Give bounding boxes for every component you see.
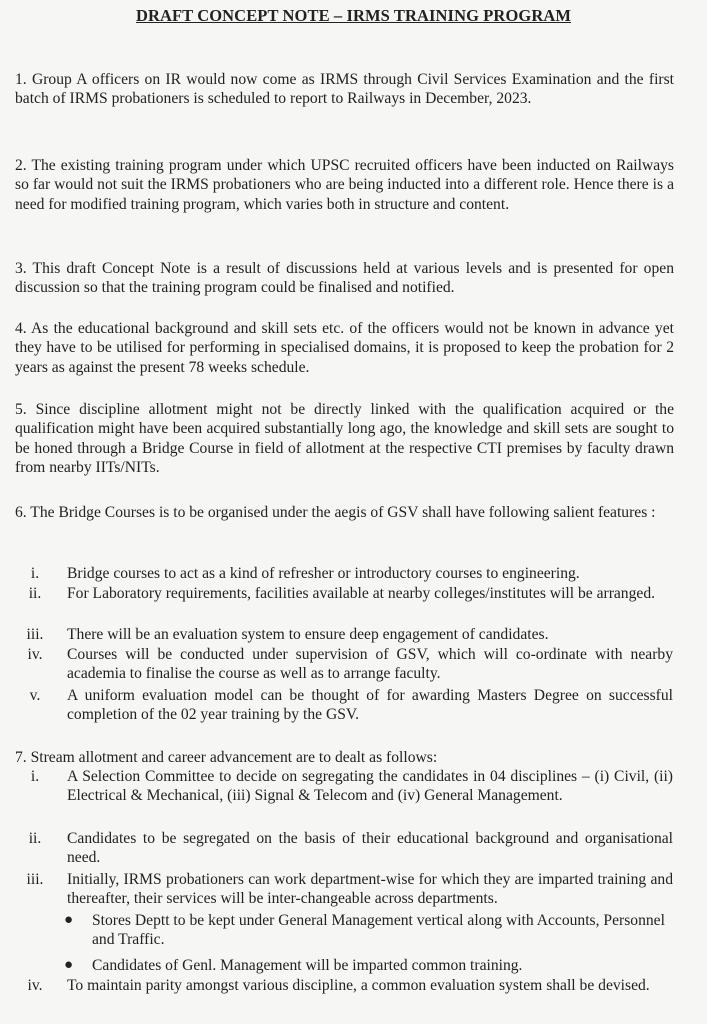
list-item-text: Bridge courses to act as a kind of refresher or introductory courses to engineering. (67, 565, 580, 582)
sub-bullet-text: Candidates of Genl. Management will be imparted common training. (92, 957, 523, 974)
bullet-icon: ● (64, 912, 74, 928)
list-item-text: A Selection Committee to decide on segregating the candidates in 04 disciplines – (i) Civil, (ii) Electrical & Mechanical, (iii) Signal & Telecom and (iv) General Management. (67, 768, 673, 805)
list-item-text: Initially, IRMS probationers can work department-wise for which they are imparted training and thereafter, their services will be inter-changeable across departments. (67, 871, 673, 908)
list-item-number: iv. (27, 646, 43, 663)
document-title: DRAFT CONCEPT NOTE – IRMS TRAINING PROGRAM (135, 6, 572, 25)
list-item-number: ii. (28, 830, 42, 847)
paragraph-6: 6. The Bridge Courses is to be organised under the aegis of GSV shall have following salient features : (15, 504, 656, 521)
paragraph-4: 4. As the educational background and skill sets etc. of the officers would not be known in advance yet they have to be utilised for performing in specialised domains, it is proposed to keep the probation for 2 years as against the present 78 weeks schedule. (15, 320, 674, 376)
list-item-text: For Laboratory requirements, facilities available at nearby colleges/institutes will be arranged. (67, 585, 656, 602)
paragraph-2: 2. The existing training program under which UPSC recruited officers have been inducted on Railways so far would not suit the IRMS probationers who are being inducted into a different role. Hence there is a need for modified training program, which varies both in structure and content. (15, 157, 674, 213)
list-item-number: iii. (26, 626, 44, 643)
sub-bullet-text: Stores Deptt to be kept under General Management vertical along with Accounts, Personnel and Traffic. (92, 912, 665, 949)
list-item-number: ii. (28, 585, 42, 602)
list-item-number: iv. (27, 977, 43, 994)
list-item-text: Candidates to be segregated on the basis of their educational background and organisational need. (67, 830, 673, 867)
paragraph-7: 7. Stream allotment and career advancement are to dealt as follows: (15, 749, 438, 766)
list-item-text: Courses will be conducted under supervision of GSV, which will co-ordinate with nearby academia to finalise the course as well as to arrange faculty. (67, 646, 673, 683)
list-item-text: To maintain parity amongst various discipline, a common evaluation system shall be devised. (67, 977, 650, 994)
list-item-number: iii. (26, 871, 44, 888)
paragraph-5: 5. Since discipline allotment might not be directly linked with the qualification acquired or the qualification might have been acquired substantially long ago, the knowledge and skill sets are sought to be honed through a Bridge Course in field of allotment at the respective CTI premises by faculty drawn from nearby IITs/NITs. (15, 401, 674, 476)
bullet-icon: ● (64, 957, 74, 973)
list-item-number: v. (29, 687, 41, 704)
paragraph-3: 3. This draft Concept Note is a result of discussions held at various levels and is presented for open discussion so that the training program could be finalised and notified. (15, 260, 674, 297)
list-item-number: i. (30, 768, 40, 785)
list-item-number: i. (30, 565, 40, 582)
list-item-text: There will be an evaluation system to ensure deep engagement of candidates. (67, 626, 549, 643)
list-item-text: A uniform evaluation model can be thought of for awarding Masters Degree on successful completion of the 02 year training by the GSV. (67, 687, 673, 724)
paragraph-1: 1. Group A officers on IR would now come as IRMS through Civil Services Examination and the first batch of IRMS probationers is scheduled to report to Railways in December, 2023. (15, 71, 674, 108)
